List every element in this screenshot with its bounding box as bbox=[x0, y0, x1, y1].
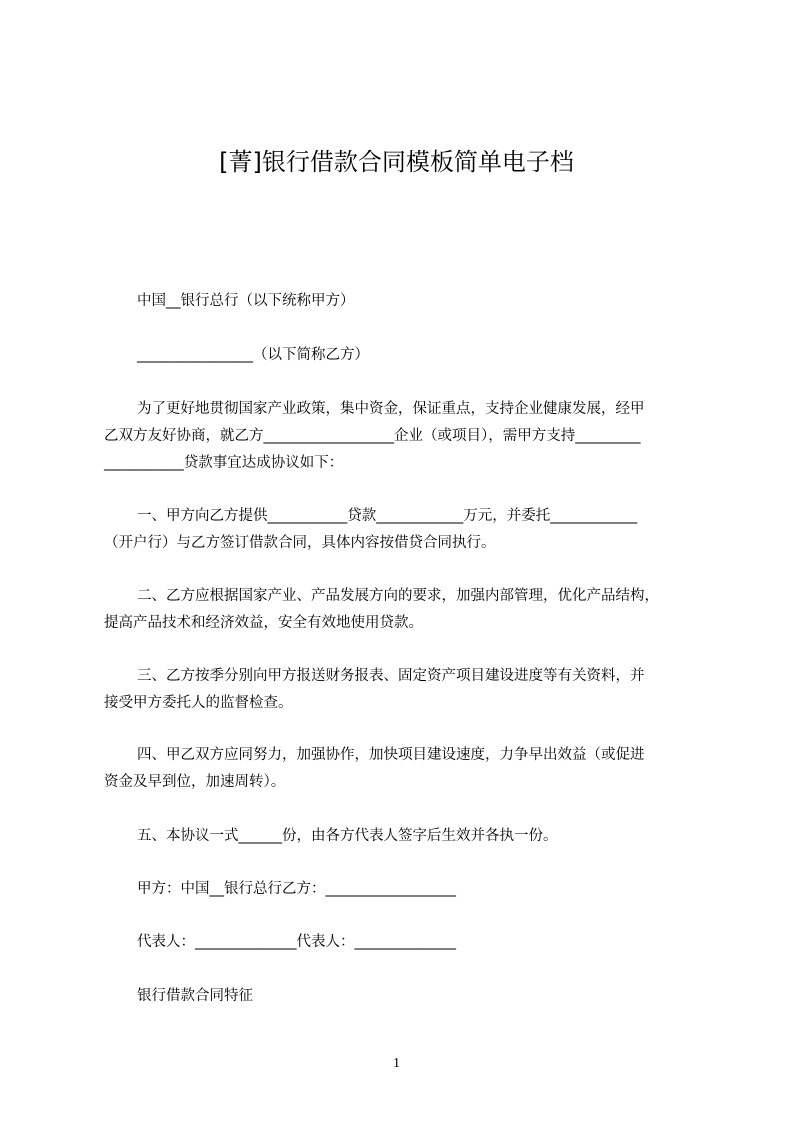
clause-5-line: 五、本协议一式______份，由各方代表人签字后生效并各执一份。 bbox=[137, 828, 558, 844]
clause-3-line-2: 接受甲方委托人的监督检查。 bbox=[104, 695, 293, 711]
party-a-line: 中国__银行总行（以下统称甲方） bbox=[137, 293, 355, 309]
clause-1-line-2: （开户行）与乙方签订借款合同，具体内容按借贷合同执行。 bbox=[104, 535, 496, 551]
preamble-line-2: 乙双方友好协商，就乙方__________________企业（或项目），需甲方支持_________ bbox=[104, 428, 641, 444]
clause-1-line-1: 一、甲方向乙方提供___________贷款____________万元，并委托____________ bbox=[137, 508, 638, 524]
signature-representatives-line: 代表人：______________代表人：______________ bbox=[137, 934, 456, 950]
section-heading: 银行借款合同特征 bbox=[137, 988, 253, 1004]
preamble-line-3: ___________贷款事宜达成协议如下： bbox=[104, 455, 344, 471]
clause-4-line-2: 资金及早到位，加速周转）。 bbox=[104, 774, 286, 790]
preamble-line-1: 为了更好地贯彻国家产业政策，集中资金，保证重点，支持企业健康发展，经甲 bbox=[137, 401, 645, 417]
signature-parties-line: 甲方：中国__银行总行乙方：__________________ bbox=[137, 881, 456, 897]
clause-2-line-1: 二、乙方应根据国家产业、产品发展方向的要求，加强内部管理，优化产品结构， bbox=[137, 588, 659, 604]
page-number: 1 bbox=[393, 1056, 400, 1071]
clause-3-line-1: 三、乙方按季分别向甲方报送财务报表、固定资产项目建设进度等有关资料，并 bbox=[137, 668, 645, 684]
clause-2-line-2: 提高产品技术和经济效益，安全有效地使用贷款。 bbox=[104, 615, 423, 631]
document-title: [菁]银行借款合同模板简单电子档 bbox=[219, 148, 574, 176]
clause-4-line-1: 四、甲乙双方应同努力，加强协作，加快项目建设速度，力争早出效益（或促进 bbox=[137, 747, 645, 763]
party-b-line: ________________（以下简称乙方） bbox=[137, 347, 369, 363]
